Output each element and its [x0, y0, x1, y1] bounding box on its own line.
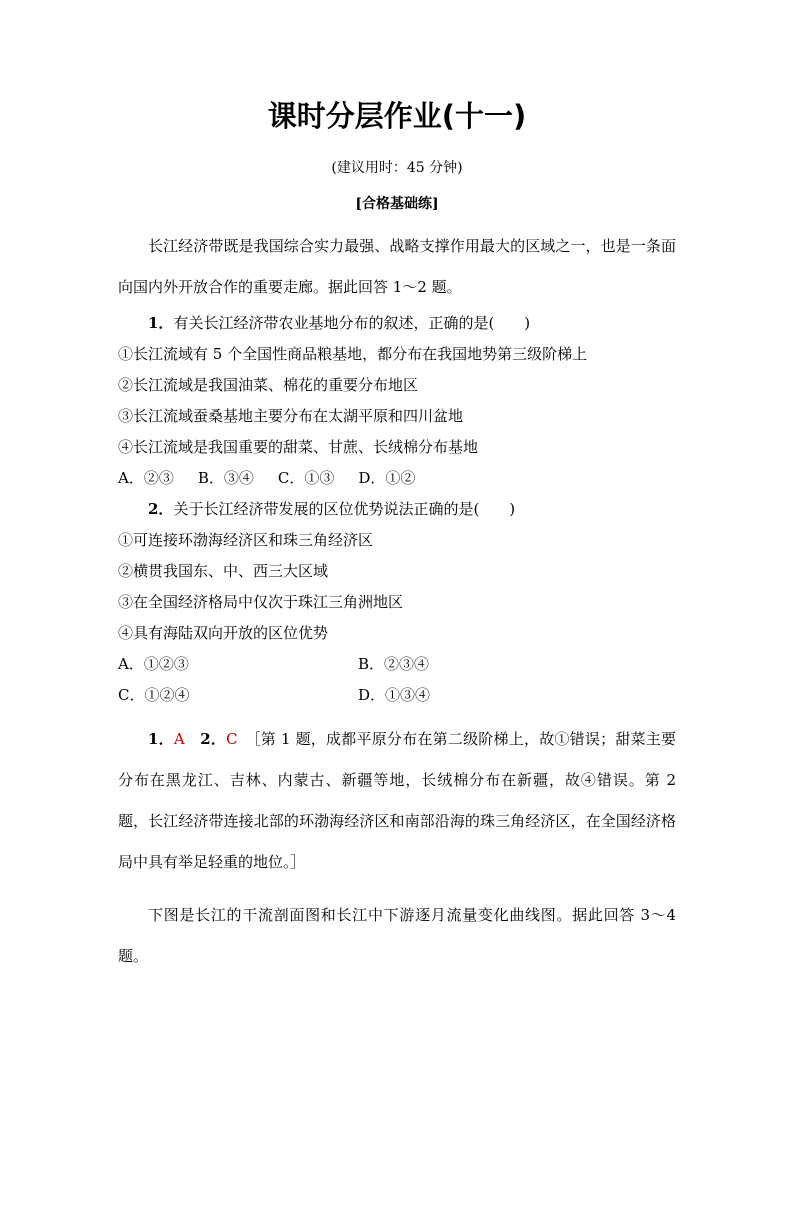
question-1-item: ①长江流域有 5 个全国性商品粮基地，都分布在我国地势第三级阶梯上 [118, 345, 588, 363]
suggested-time: (建议用时：45 分钟) [331, 160, 463, 176]
question-2-option-d[interactable]: D．①③④ [358, 686, 431, 704]
question-1-item: ④长江流域是我国重要的甜菜、甘蔗、长绒棉分布基地 [118, 438, 479, 456]
question-1-stem [118, 308, 676, 339]
question-1-option-a[interactable]: A．②③ [118, 469, 174, 487]
answer-1-number: 1． [148, 730, 174, 748]
question-2-option-b[interactable]: B．②③④ [358, 655, 430, 673]
question-2-option-a[interactable]: A．①②③ [118, 655, 189, 673]
question-1-option-c[interactable]: C．①③ [277, 469, 335, 487]
answer-explanation [118, 719, 676, 883]
question-1-number: 1． [148, 314, 174, 332]
question-2-text: 关于长江经济带发展的区位优势说法正确的是( ) [173, 500, 516, 518]
answer-explanation-text: ［第 1 题，成都平原分布在第二级阶梯上，故①错误；甜菜主要分布在黑龙江、吉林、内蒙古、新疆等地，长绒棉分布在新疆，故④错误。第 2 题，长江经济带连接北部的环渤海经济区和南部沿海的珠三角经济区，在全国经济格局中具有举足轻重的地位。］ [118, 730, 677, 871]
answer-2-number: 2． [200, 730, 227, 748]
question-2-item: ③在全国经济格局中仅次于珠江三角洲地区 [118, 593, 404, 611]
question-1-item: ②长江流域是我国油菜、棉花的重要分布地区 [118, 376, 419, 394]
document-page [0, 96, 794, 1219]
question-1-option-d[interactable]: D．①② [358, 469, 416, 487]
page-title: 课时分层作业(十一) [267, 99, 527, 133]
intro-paragraph: 长江经济带既是我国综合实力最强、战略支撑作用最大的区域之一，也是一条面向国内外开放合作的重要走廊。据此回答 1～2 题。 [118, 237, 676, 296]
question-2-item: ②横贯我国东、中、西三大区域 [118, 562, 329, 580]
question-2 [118, 494, 676, 711]
question-1-item: ③长江流域蚕桑基地主要分布在太湖平原和四川盆地 [118, 407, 464, 425]
question-1 [118, 308, 676, 494]
question-2-item: ①可连接环渤海经济区和珠三角经济区 [118, 531, 374, 549]
answer-2-value: C [226, 730, 238, 748]
question-2-stem [118, 494, 676, 525]
question-2-options [118, 649, 676, 711]
answer-1-value: A [173, 730, 185, 748]
question-2-item: ④具有海陆双向开放的区位优势 [118, 624, 329, 642]
question-1-option-b[interactable]: B．③④ [197, 469, 254, 487]
question-2-number: 2． [148, 500, 174, 518]
intro-paragraph-2: 下图是长江的干流剖面图和长江中下游逐月流量变化曲线图。据此回答 3～4 题。 [118, 906, 676, 965]
question-1-options [118, 463, 676, 494]
section-heading: [合格基础练] [355, 196, 439, 212]
question-1-text: 有关长江经济带农业基地分布的叙述，正确的是( ) [173, 314, 531, 332]
question-2-option-c[interactable]: C．①②④ [118, 686, 190, 704]
